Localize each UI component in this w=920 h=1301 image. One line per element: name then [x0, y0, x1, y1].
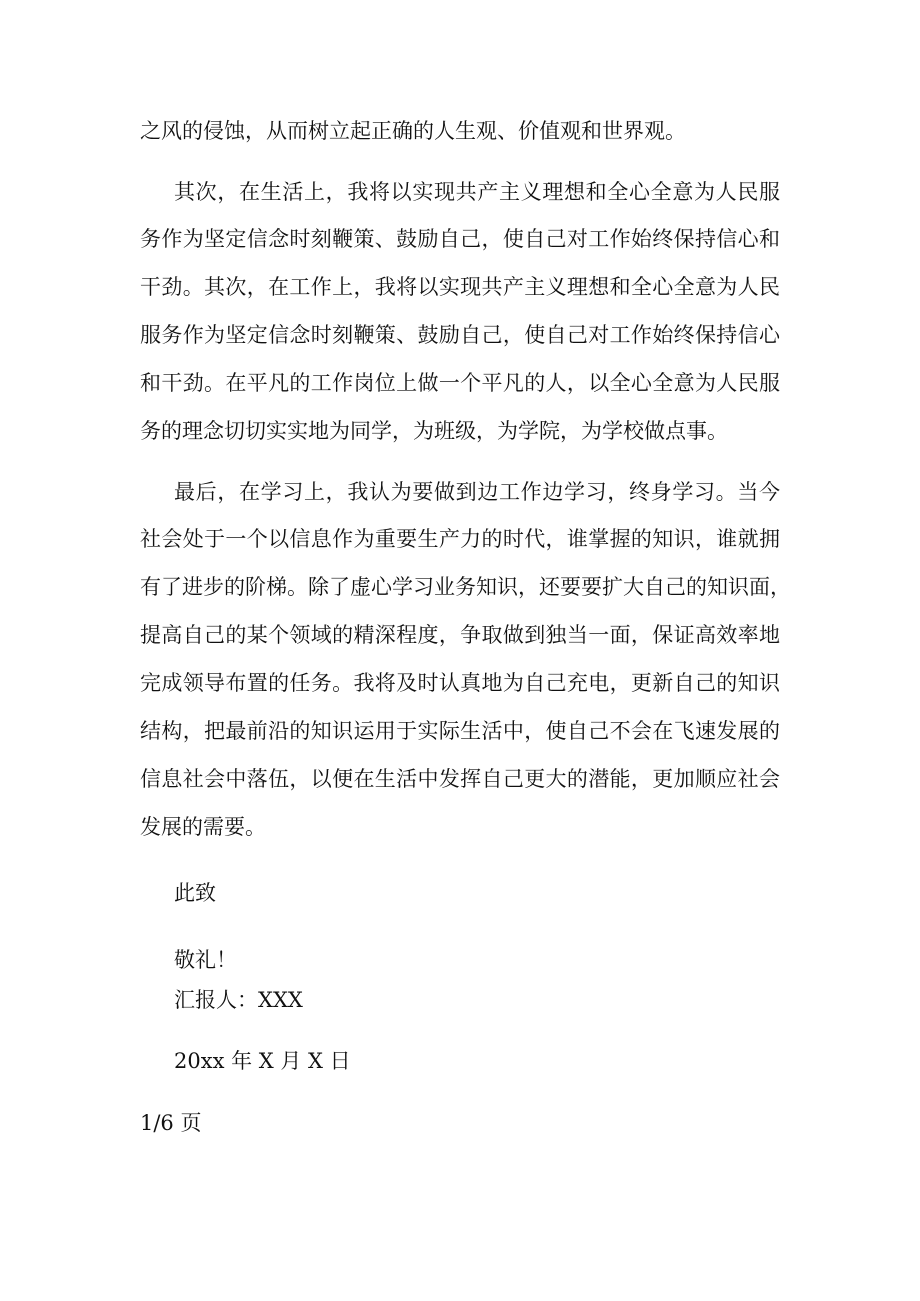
paragraph-3-line-6: 结构，把最前沿的知识运用于实际生活中，使自己不会在飞速发展的 — [140, 719, 780, 743]
paragraph-3-line-4: 提高自己的某个领域的精深程度，争取做到独当一面，保证高效率地 — [140, 623, 780, 647]
paragraph-2-line-1: 其次，在生活上，我将以实现共产主义理想和全心全意为人民服 — [174, 180, 780, 204]
paragraph-2-line-5: 和干劲。在平凡的工作岗位上做一个平凡的人，以全心全意为人民服 — [140, 371, 780, 395]
page-number: 1/6 页 — [140, 1111, 202, 1135]
paragraph-3-line-3: 有了进步的阶梯。除了虚心学习业务知识，还要要扩大自己的知识面， — [140, 575, 791, 599]
paragraph-1-line-1: 之风的侵蚀，从而树立起正确的人生观、价值观和世界观。 — [140, 119, 686, 143]
closing-salutation: 此致 — [174, 881, 216, 905]
paragraph-3-line-7: 信息社会中落伍，以便在生活中发挥自己更大的潜能，更加顺应社会 — [140, 767, 780, 791]
paragraph-2-line-2: 务作为坚定信念时刻鞭策、鼓励自己，使自己对工作始终保持信心和 — [140, 227, 780, 251]
paragraph-2-line-4: 服务作为坚定信念时刻鞭策、鼓励自己，使自己对工作始终保持信心 — [140, 323, 780, 347]
closing-date: 20xx 年 X 月 X 日 — [174, 1049, 351, 1073]
paragraph-3-line-5: 完成领导布置的任务。我将及时认真地为自己充电，更新自己的知识 — [140, 671, 780, 695]
paragraph-3-line-2: 社会处于一个以信息作为重要生产力的时代，谁掌握的知识，谁就拥 — [140, 527, 780, 551]
paragraph-3-line-8: 发展的需要。 — [140, 815, 266, 839]
paragraph-3-line-1: 最后，在学习上，我认为要做到边工作边学习，终身学习。当今 — [174, 480, 780, 504]
closing-respect: 敬礼！ — [174, 948, 237, 972]
closing-reporter: 汇报人：XXX — [174, 988, 303, 1012]
paragraph-2-line-6: 务的理念切切实实地为同学，为班级，为学院，为学校做点事。 — [140, 419, 728, 443]
paragraph-2-line-3: 干劲。其次，在工作上，我将以实现共产主义理想和全心全意为人民 — [140, 275, 780, 299]
